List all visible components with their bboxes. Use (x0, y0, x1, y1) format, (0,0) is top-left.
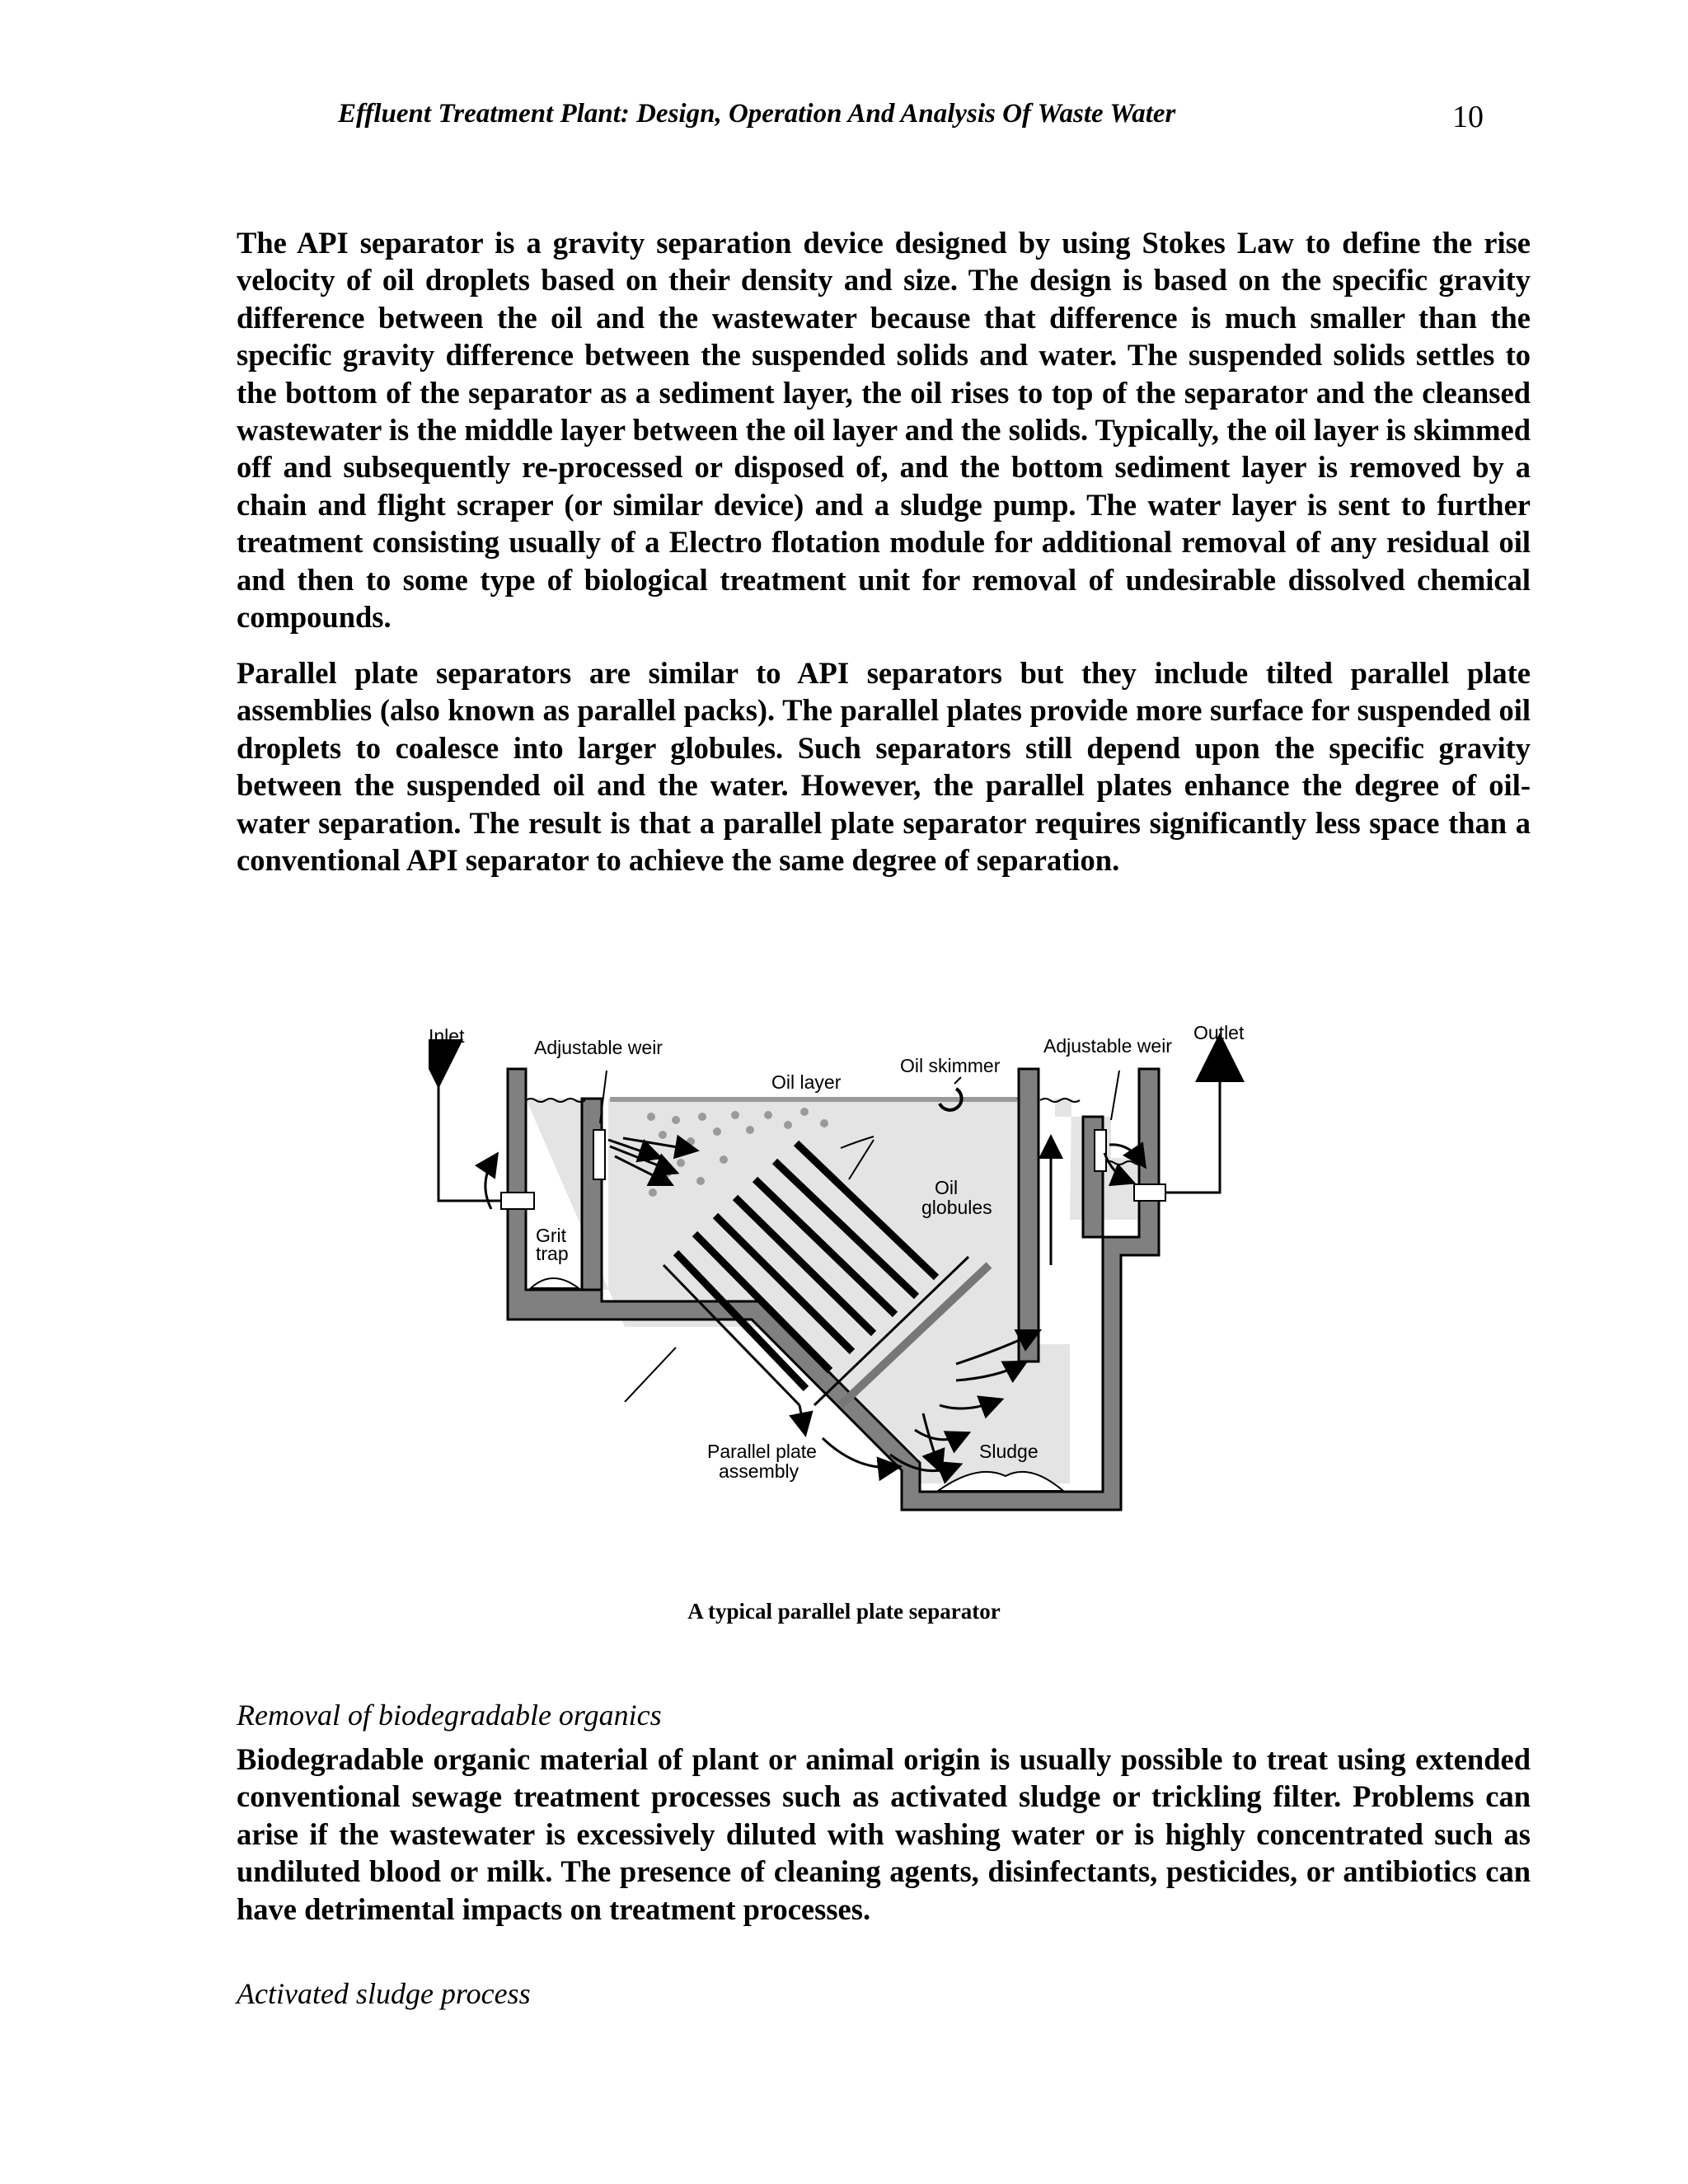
adjustable-weir-right (1095, 1130, 1106, 1171)
grit-trap-wall (582, 1099, 602, 1290)
label-adjustable-weir-left: Adjustable weir (534, 1037, 663, 1058)
oil-layer (610, 1097, 1017, 1102)
label-parallel-plate-1: Parallel plate (707, 1441, 817, 1462)
oil-skimmer-leader (954, 1077, 961, 1084)
parallel-plate-separator-figure (429, 1018, 1302, 1529)
grit-pile (531, 1278, 579, 1288)
heading-biodegradable-organics: Removal of biodegradable organics (237, 1699, 662, 1732)
label-parallel-plate-2: assembly (719, 1460, 799, 1482)
label-oil-skimmer: Oil skimmer (900, 1055, 1001, 1076)
label-grit-trap-2: trap (536, 1243, 569, 1264)
adjustable-weir-left (593, 1130, 605, 1179)
label-adjustable-weir-right: Adjustable weir (1043, 1035, 1172, 1057)
label-sludge: Sludge (979, 1441, 1039, 1462)
label-oil-globules-1: Oil (935, 1177, 959, 1198)
inlet-coupling (501, 1193, 534, 1209)
outlet-pipe (1159, 1067, 1220, 1193)
paragraph-biodegradable-organics: Biodegradable organic material of plant or animal origin is usually possible to treat using extended conventional sewage treatment processes such as activated sludge or trickling filter. Problems can arise if the wastewater is excessively diluted with washing water or is highly concentrated such as undiluted blood or milk. The presence of cleaning agents, disinfectants, pesticides, or antibiotics can have detrimental impacts on treatment processes. (237, 1742, 1531, 1926)
label-inlet: Inlet (429, 1025, 465, 1047)
paragraph-api-separator: The API separator is a gravity separation device designed by using Stokes Law to define the rise velocity of oil droplets based on their density and size. The design is based on the specific gravity difference between the oil and the wastewater because that difference is much smaller than the specific gravity difference between the suspended solids and water. The suspended solids settles to the bottom of the separator as a sediment layer, the oil rises to top of the separator and the cleansed wastewater is the middle layer between the oil layer and the solids. Typically, the oil layer is skimmed off and subsequently re-processed or disposed of, and the bottom sediment layer is removed by a chain and flight scraper (or similar device) and a sludge pump. The water layer is sent to further treatment consisting usually of a Electro flotation module for additional removal of any residual oil and then to some type of biological treatment unit for removal of undesirable dissolved chemical compounds. (237, 226, 1531, 635)
label-grit-trap-1: Grit (536, 1225, 567, 1246)
label-oil-globules-2: globules (921, 1197, 992, 1218)
inlet-pipe (438, 1076, 508, 1201)
paragraph-parallel-plate: Parallel plate separators are similar to API separators but they include tilted parallel plate assemblies (also known as parallel packs). The parallel plates provide more surface for suspended oil droplets to coalesce into larger globules. Such separators still depend upon the specific gravity between the suspended oil and the water. However, the parallel plates enhance the degree of oil-water separation. The result is that a parallel plate separator requires significantly less space than a conventional API separator to achieve the same degree of separation. (237, 656, 1531, 878)
outlet-coupling (1134, 1184, 1165, 1201)
page-number: 10 (1452, 100, 1484, 134)
heading-activated-sludge: Activated sludge process (237, 1977, 531, 2010)
label-oil-layer: Oil layer (771, 1071, 842, 1093)
baffle-wall (1019, 1069, 1039, 1361)
running-header: Effluent Treatment Plant: Design, Operation And Analysis Of Waste Water (338, 99, 1176, 129)
label-outlet: Outlet (1193, 1022, 1245, 1043)
figure-caption: A typical parallel plate separator (687, 1599, 1001, 1624)
